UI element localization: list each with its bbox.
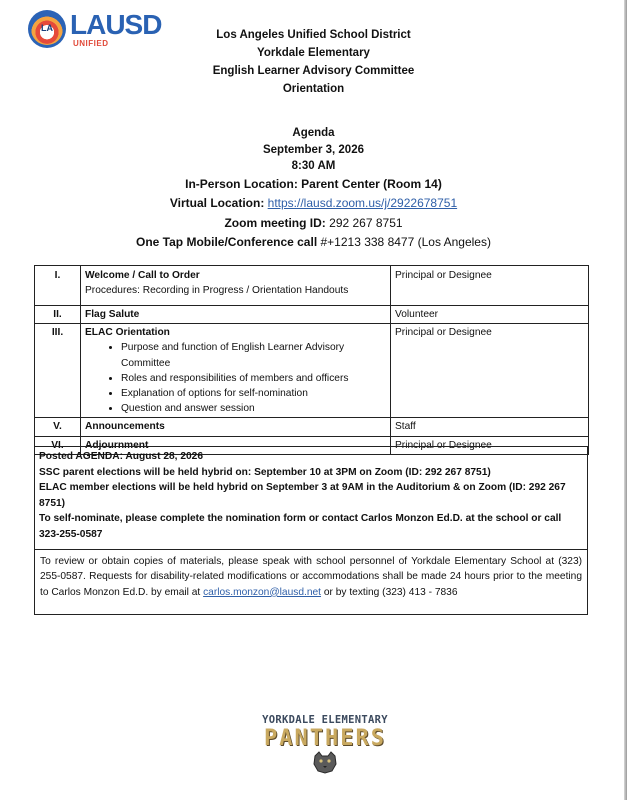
committee-name: English Learner Advisory Committee <box>212 65 415 77</box>
table-row <box>35 266 589 306</box>
ssc-election-notice: SSC parent elections will be held hybrid on: September 10 at 3PM on Zoom (ID: 292 267 8751) <box>39 466 491 478</box>
item-cell <box>81 324 391 418</box>
meeting-date: September 3, 2026 <box>262 143 364 156</box>
item-owner: Principal or Designee <box>391 266 589 306</box>
item-owner: Principal or Designee <box>391 324 589 418</box>
item-number: I. <box>35 266 81 306</box>
virtual-location-label: Virtual Location: <box>169 196 265 210</box>
item-owner: Principal or Designee <box>391 436 589 454</box>
lausd-logo-sub: UNIFIED <box>73 39 109 48</box>
table-row <box>35 418 589 436</box>
posted-date: Posted AGENDA: August 28, 2026 <box>39 451 203 462</box>
agenda-title: Agenda <box>292 127 335 139</box>
school-logo <box>250 714 400 776</box>
meeting-type: Orientation <box>282 83 345 95</box>
info-text-after: or by texting (323) 413 - 7836 <box>321 586 458 598</box>
email-link[interactable]: carlos.monzon@lausd.net <box>203 586 322 598</box>
meeting-details <box>0 125 627 253</box>
notice-box <box>34 446 588 550</box>
zoom-id-label: Zoom meeting ID: <box>224 215 326 230</box>
lausd-logo-name: LAUSD <box>70 9 162 40</box>
table-row <box>35 324 589 418</box>
item-owner: Volunteer <box>391 306 589 324</box>
table-row <box>35 306 589 324</box>
accessibility-info <box>34 550 588 615</box>
item-cell <box>81 266 391 306</box>
item-title: Welcome / Call to Order <box>85 270 200 281</box>
item-title: Announcements <box>81 418 391 436</box>
school-logo-name: YORKDALE ELEMENTARY <box>262 714 388 726</box>
zoom-link[interactable]: https://lausd.zoom.us/j/2922678751 <box>267 196 458 210</box>
item-owner: Staff <box>391 418 589 436</box>
school-logo-mascot: PANTHERS <box>264 726 386 751</box>
list-item: • Roles and responsibilities of members and officers <box>121 371 386 386</box>
phone-label: One Tap Mobile/Conference call <box>136 235 318 249</box>
item-number: VI. <box>35 436 81 454</box>
item-title: ELAC Orientation <box>85 327 170 339</box>
item-detail: Procedures: Recording in Progress / Orientation Handouts <box>85 285 349 297</box>
item-title: Flag Salute <box>81 306 391 324</box>
item-number: II. <box>35 306 81 324</box>
phone-number: #+1213 338 8477 (Los Angeles) <box>320 235 491 249</box>
item-number: V. <box>35 418 81 436</box>
info-text-before: To review or obtain copies of materials, please speak with school personnel of Yorkdale Elementary School at (323) 255-0587. Requests for disability-related modifications or accommodations shall be made 24 hours prior to the meeting to Carlos Monzon Ed.D. by email at <box>40 556 582 598</box>
elac-election-notice: ELAC member elections will be held hybrid on September 3 at 9AM in the Auditorium & on Zoom (ID: 292 267 8751) <box>39 482 566 509</box>
list-item: • Explanation of options for self-nomination <box>121 386 386 401</box>
self-nomination-notice: To self-nominate, please complete the nomination form or contact Carlos Monzon Ed.D. at the school or call 323-255-0587 <box>39 513 562 540</box>
district-name: Los Angeles Unified School District <box>216 29 411 41</box>
item-number: III. <box>35 324 81 418</box>
in-person-location: In-Person Location: Parent Center (Room 14) <box>185 176 442 191</box>
document-header <box>0 26 627 98</box>
meeting-time: 8:30 AM <box>291 160 336 172</box>
zoom-id: 292 267 8751 <box>329 215 403 230</box>
list-item: • Question and answer session <box>121 401 386 416</box>
item-title: Adjournment <box>81 436 391 454</box>
lausd-seal-text: LA <box>41 23 53 33</box>
list-item: • Purpose and function of English Learner Advisory Committee <box>121 340 386 370</box>
panther-icon <box>312 750 338 774</box>
item-bullets <box>85 340 386 416</box>
agenda-table <box>34 265 589 455</box>
school-name: Yorkdale Elementary <box>257 47 370 59</box>
